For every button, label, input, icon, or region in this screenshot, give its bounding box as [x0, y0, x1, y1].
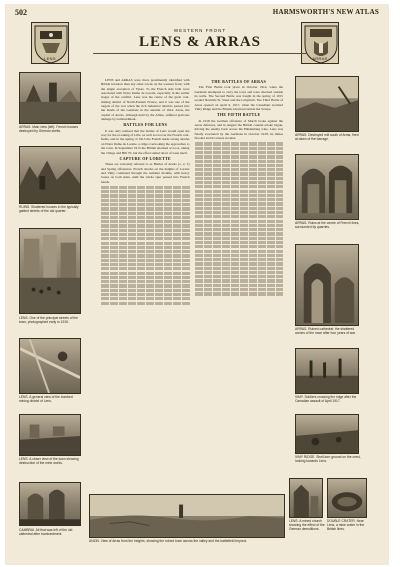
running-head: HARMSWORTH'S NEW ATLAS: [272, 8, 379, 16]
article-continued-lines: [101, 186, 190, 305]
caption-soldiers: VIMY. Soldiers crossing the ridge after the Canadian assault of April 1917.: [295, 395, 357, 403]
caption-cambrai: CAMBRAI. All that was left of the old cathedral after bombardment.: [19, 528, 73, 536]
page-title: LENS & ARRAS: [138, 34, 262, 50]
page-number: 502: [15, 8, 27, 17]
caption-lens-aerial: LENS. A general view of the bombed mining district of Lens.: [19, 395, 73, 403]
heading-fifth-battle: THE FIFTH BATTLE: [217, 112, 261, 118]
caption-ruined-streets: RUINS. Shattered houses in the typically gabled streets of the old quarter.: [19, 205, 79, 213]
article-column-right: [195, 78, 284, 494]
lens-crest-label: LENS: [44, 56, 56, 61]
photo-lens-shell: [289, 478, 323, 518]
photo-cambrai: [19, 482, 81, 526]
article-body-2: These are variously referred to as Battles of Artois (1, 2, 3) and Spring offensives. French attacks on the heights of Lorette and Vimy continued through the summer months, with heavy losses on both sides, until the whole spur passed into French hands.: [101, 162, 190, 184]
caption-lens-trench: LENS. A closer view of the town showing destruction of the mine works.: [19, 457, 79, 465]
article-intro: LENS and ARRAS were more prominently identified with British invasion than any other towns on the western front, with the single exception of Ypres. To the French side both were associated with Notre Dame de Lorette, especially in the earlier stages of the conflict. Lens was the centre of the great coal-mining district of North-Eastern France, and it was one of the targets of the war when the rich industrial districts passed into the hands of the Germans in the autumn of 1914. Arras, the capital of Artois, although held by the Allies, suffered grievous damage by bombardment.: [101, 78, 190, 122]
photo-panorama: [89, 494, 285, 538]
section-kicker: WESTERN FRONT: [173, 28, 227, 33]
article-body-4: In 1918 the German offensive of March broke against the Arras defences, and in August the British counter-stroke began, driving the enemy back across the Hindenburg Line. Lens was finally evacuated by the Germans in October 1918, its mines flooded and its streets in ruins.: [194, 118, 283, 141]
photo-arras-belfry: [19, 72, 81, 124]
photo-double-crater: [327, 478, 367, 518]
photo-arras-ruins: [295, 154, 359, 220]
caption-panorama: ANZIN. View of Arras from the heights, showing the ruined town across the valley and the battlefield beyond.: [89, 539, 248, 543]
heading-battles-of-arras: THE BATTLES OF ARRAS: [211, 79, 267, 84]
caption-double-crater: DOUBLE CRATER. Near Lens, a mine crater in the British lines.: [327, 519, 365, 531]
article-body-1: It was only realised that the battles of Lens would open the way for the re-taking of Lille, as well as recover the French coal-fields, and in the spring of 1915 the French made strong attacks on Notre Dame de Lorette, a ridge overlooking the approaches to the town. In September 1915 the British attacked at Loos, taking the village and Hill 70, but the effort stalled short of Lens itself.: [101, 128, 190, 155]
article-body-3: The First Battle took place in October 1914, when the Germans attempted to carry the town and were checked outside its walls. The Second Battle was fought in the spring of 1915 around Neuville St. Vaast and the Labyrinth. The Third Battle of Arras opened on April 9, 1917, when the Canadians stormed Vimy Ridge and the British advanced astride the Scarpe.: [194, 85, 283, 112]
caption-vimy: VIMY RIDGE. Shell-torn ground on the crest, looking towards Lens.: [295, 455, 361, 463]
photo-soldiers: [295, 348, 359, 394]
photo-mont-bernanchon: [295, 76, 359, 132]
lens-crest-icon: [31, 22, 69, 64]
heading-battles-for-lens: BATTLES FOR LENS: [123, 122, 168, 128]
article-column-left: [101, 78, 190, 494]
caption-arras-belfry: ARRAS. Main view (left). French houses destroyed by German shells.: [19, 125, 78, 133]
heading-capture-of-lorette: CAPTURE OF LORETTE: [119, 155, 171, 161]
arras-crest-icon: [301, 22, 339, 64]
caption-mont-bernanchon: ARRAS. Destroyed mill south of Arras, fired at dawn of the barrage.: [295, 133, 359, 141]
photo-vimy: [295, 414, 359, 454]
caption-arras-ruins: ARRAS. Ruins at the centre of French lines, surrounded by quarries.: [295, 221, 360, 229]
caption-cathedral: ARRAS. Ruined cathedral: the shattered arches of the nave after four years of war.: [295, 327, 356, 335]
photo-lens-aerial: [19, 338, 81, 394]
caption-lens-shell: LENS. A mined church showing the effect of the German demolitions.: [289, 519, 325, 531]
arras-crest-label: ARRAS: [312, 56, 328, 61]
photo-cathedral: [295, 244, 359, 326]
photo-lens-street: [19, 228, 81, 314]
article-continued-lines-right: [195, 142, 284, 295]
title-rule: [93, 53, 307, 54]
caption-lens-street: LENS. One of the principal streets of the town, photographed early in 1915.: [19, 316, 79, 324]
article-body: [101, 78, 283, 494]
photo-lens-trench: [19, 414, 81, 456]
photo-ruined-streets: [19, 146, 81, 204]
title-block: [105, 28, 295, 51]
atlas-page: [5, 4, 389, 565]
